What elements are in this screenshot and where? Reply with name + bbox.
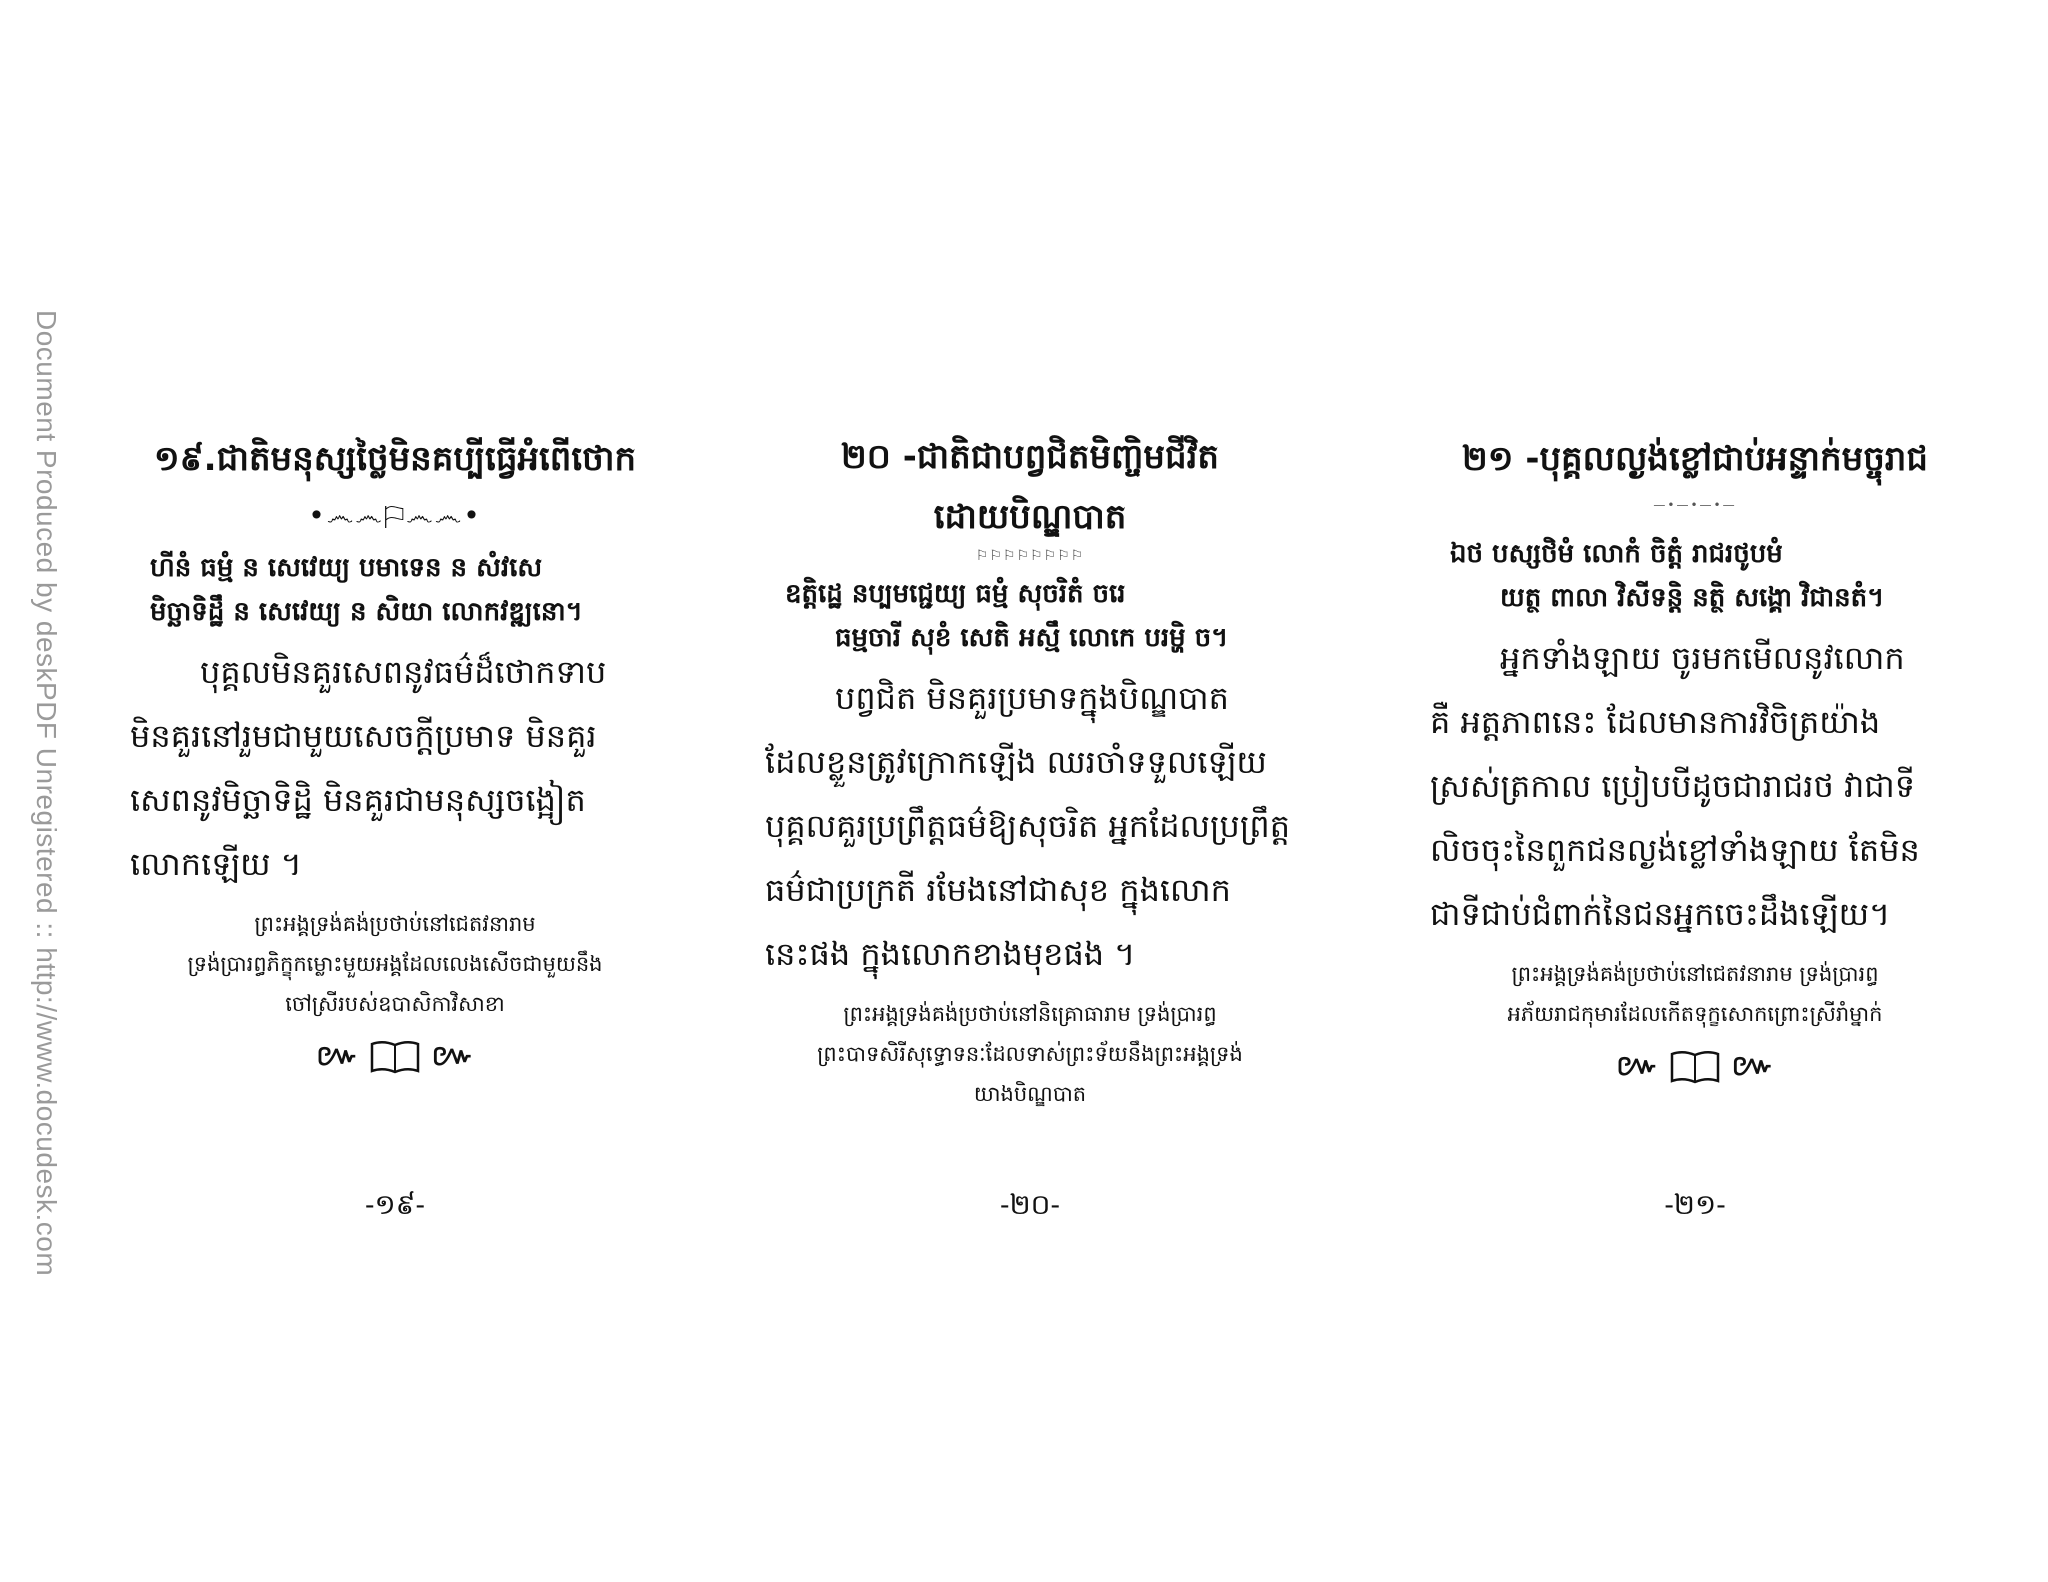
context-note xyxy=(765,994,1295,1114)
prose-line: សេពនូវមិច្ឆាទិដ្ឋិ មិនគួរជាមនុស្សចង្អៀត xyxy=(130,781,586,819)
prose-line: បុគ្គលមិនគួរសេពនូវធម៌ដ៏ថោកទាប xyxy=(200,653,607,691)
context-note xyxy=(1430,954,1960,1034)
note-line: ព្រះបាទសិរីសុទ្ធោទនៈដែលទាស់ព្រះទ័យនឹងព្រះអង្គទ្រង់ xyxy=(817,1042,1243,1066)
prose-line: ធម៌ជាប្រក្រតី រមែងនៅជាសុខ ក្នុងលោក xyxy=(765,871,1231,909)
note-line: ទ្រង់ប្រារព្ធភិក្ខុកម្លោះមួយអង្គដែលលេងសើចជាមួយនឹង xyxy=(187,952,603,976)
watermark-text: Document Produced by deskPDF Unregistered :: http://www.docudesk.com xyxy=(31,310,62,1277)
prose-line: គឺ អត្តភាពនេះ ដែលមានការវិចិត្រយ៉ាង xyxy=(1430,703,1881,741)
verse-line: ឧត្តិដ្ឋេ នប្បមជ្ជេយ្យ ធម្មំ សុចរិតំ ចរេ xyxy=(785,579,1126,609)
prose-line: ដែលខ្លួនត្រូវក្រោកឡើង ឈរចាំទទួលឡើយ xyxy=(765,743,1267,781)
ornament-glyph: ៚ xyxy=(1616,1048,1659,1083)
verse-line: យត្ថ ពាលា វិសីទន្តិ នត្ថិ សង្គោ វិជានតំ។ xyxy=(1500,583,1885,613)
page-number: -២០- xyxy=(1000,1188,1060,1221)
note-line: ព្រះអង្គទ្រង់គង់ប្រថាប់នៅជេតវនារាម ទ្រង់ប្រារព្ធ xyxy=(1511,962,1879,986)
prose-line: អ្នកទាំងឡាយ ចូរមកមើលនូវលោក xyxy=(1500,639,1905,677)
verse-line: មិច្ឆាទិដ្ឋឹ ន សេវេយ្យ ន សិយា លោកវឌ្ឍនោ។ xyxy=(150,597,583,627)
ornament-glyph: ៚ xyxy=(1731,1048,1774,1083)
page-19 xyxy=(130,420,660,1080)
prose-line: លោកឡើយ ។ xyxy=(130,845,302,883)
note-line: ព្រះអង្គទ្រង់គង់ប្រថាប់នៅជេតវនារាម xyxy=(254,912,536,936)
prose xyxy=(765,666,1295,986)
verse-line: ធម្មចារី សុខំ សេតិ អស្មឹ លោកេ បរម្ហិ ច។ xyxy=(835,623,1229,653)
prose xyxy=(1430,626,1960,946)
prose-line: ជាទីជាប់ជំពាក់នៃជនអ្នកចេះដឹងឡើយ។ xyxy=(1430,895,1891,933)
page-subtitle: ដោយបិណ្ឌបាត xyxy=(933,497,1127,537)
prose-line: បព្វជិត មិនគួរប្រមាទក្នុងបិណ្ឌបាត xyxy=(835,679,1229,717)
page-number: -១៩- xyxy=(365,1188,425,1221)
open-book-icon xyxy=(1669,1048,1721,1086)
ornament-divider: •෴෴⚐෴෴• xyxy=(308,499,482,532)
prose-line: បុគ្គលគួរប្រព្រឹត្តធម៌ឱ្យសុចរិត អ្នកដែលប្រព្រឹត្ត xyxy=(765,807,1291,845)
book-ornament xyxy=(130,1032,660,1080)
note-line: ចៅស្រីរបស់ឧបាសិកាវិសាខា xyxy=(285,992,505,1016)
page-number: -២១- xyxy=(1664,1188,1726,1221)
ornament-divider: —•—•—•— xyxy=(1653,498,1737,512)
prose xyxy=(130,640,660,896)
book-ornament xyxy=(1430,1042,1960,1090)
context-note xyxy=(130,904,660,1024)
page-21 xyxy=(1430,420,1960,1090)
prose-line: នេះផង ក្នុងលោកខាងមុខផង ។ xyxy=(765,935,1136,973)
open-book-icon xyxy=(369,1038,421,1076)
ornament-divider: ⚐⚐⚐⚐⚐⚐⚐⚐ xyxy=(975,548,1085,564)
verse-line: ហីនំ ធម្មំ ន សេវេយ្យ បមាទេន ន សំវសេ xyxy=(150,553,543,583)
page-title: ២០ -ជាតិជាបព្វជិតមិញ្ចិមជីវិត xyxy=(841,437,1219,477)
ornament-glyph: ៚ xyxy=(431,1038,474,1073)
note-line: អភ័យរាជកុមារដែលកើតទុក្ខសោកព្រោះស្រីរាំម្នាក់ xyxy=(1507,1002,1883,1026)
prose-line: លិចចុះនៃពួកជនល្ងង់ខ្លៅទាំងឡាយ តែមិន xyxy=(1430,831,1920,869)
note-line: យាងបិណ្ឌបាត xyxy=(973,1082,1087,1106)
verse-line: ឯថ បស្សថិមំ លោកំ ចិត្តំ រាជរថូបមំ xyxy=(1450,539,1783,569)
prose-line: មិនគួរនៅរួមជាមួយសេចក្តីប្រមាទ មិនគួរ xyxy=(130,717,597,755)
note-line: ព្រះអង្គទ្រង់គង់ប្រថាប់នៅនិគ្រោធារាម ទ្រង់ប្រារព្ធ xyxy=(843,1002,1217,1026)
prose-line: ស្រស់ត្រកាល ប្រៀបបីដូចជារាជរថ វាជាទី xyxy=(1430,767,1916,805)
ornament-glyph: ៚ xyxy=(316,1038,359,1073)
page-title: ២១ -បុគ្គលល្ងង់ខ្លៅជាប់អន្ទាក់មច្ចុរាជ xyxy=(1462,439,1928,479)
page-title: ១៩.ជាតិមនុស្សថ្លៃមិនគប្បីធ្វើអំពើថោក xyxy=(153,439,637,479)
page-20 xyxy=(765,418,1295,1114)
